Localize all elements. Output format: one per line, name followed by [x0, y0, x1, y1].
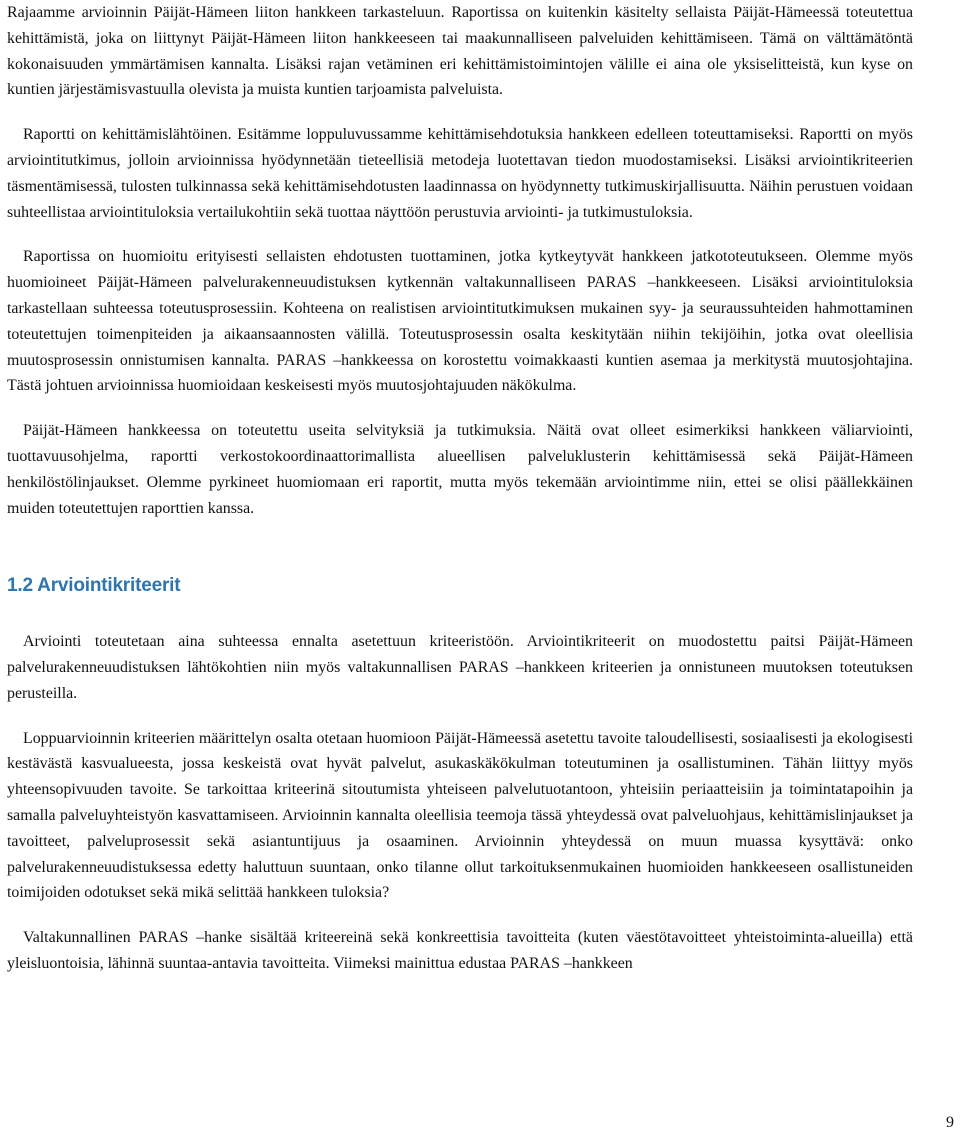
document-page	[7, 0, 913, 977]
paragraph-continuation-proposals: Raportissa on huomioitu erityisesti sellaisten ehdotusten tuottaminen, jotka kytkeytyvät hankkeen jatkototeutukseen. Olemme myös huomioineet Päijät-Hämeen palvelurakenneuudistuksen kytkennän valtakunnalliseen PARAS –hankkeeseen. Lisäksi arviointituloksia tarkastellaan suhteessa toteutusprosessiin. Kohteena on realistisen arviointitutkimuksen mukainen syy- ja seuraussuhteiden hahmottaminen toteutettujen toimenpiteiden ja aikaansaannosten välillä. Toteutusprosessin osalta keskitytään niihin tekijöihin, jotka ovat oleellisia muutosprosessin onnistumisen kannalta. PARAS –hankkeessa on korostettu voimakkaasti kuntien asemaa ja merkitystä muutosjohtajina. Tästä johtuen arvioinnissa huomioidaan keskeisesti myös muutosjohtajuuden näkökulma.	[7, 248, 913, 395]
paragraph-development-oriented: Raportti on kehittämislähtöinen. Esitämme loppuluvussamme kehittämisehdotuksia hankkeen edelleen toteuttamiseksi. Raportti on myös arviointitutkimus, jolloin arvioinnissa hyödynnetään tieteellisiä metodeja luotettavan tiedon muodostamiseksi. Lisäksi arviointikriteerien täsmentämisessä, tulosten tulkinnassa sekä kehittämisehdotusten laadinnassa on hyödynnetty tutkimuskirjallisuutta. Näihin perustuen voidaan suhteellistaa arviointituloksia vertailukohtiin sekä tuottaa näyttöön perustuvia arviointi- ja tutkimustuloksia.	[7, 126, 913, 221]
section-heading: 1.2 Arviointikriteerit	[7, 575, 181, 597]
paragraph-criteria-basis: Arviointi toteutetaan aina suhteessa ennalta asetettuun kriteeristöön. Arviointikriteerit on muodostettu paitsi Päijät-Hämeen palvelurakenneuudistuksen lähtökohtien niin myös valtakunnallisen PARAS –hankkeen kriteerien ja onnistuneen muutoksen toteutuksen perusteilla.	[7, 633, 913, 702]
paragraph-studies: Päijät-Hämeen hankkeessa on toteutettu useita selvityksiä ja tutkimuksia. Näitä ovat olleet esimerkiksi hankkeen väliarviointi, tuottavuusohjelma, raportti verkostokoordinaattorimallista alueellisen palveluklusterin kehittämisessä sekä Päijät-Hämeen henkilöstölinjaukset. Olemme pyrkineet huomiomaan eri raportit, mutta myös tekemään arviointimme niin, ettei se olisi päällekkäinen muiden toteutettujen raporttien kanssa.	[7, 422, 913, 517]
paragraph-scope: Rajaamme arvioinnin Päijät-Hämeen liiton hankkeen tarkasteluun. Raportissa on kuitenkin käsitelty sellaista Päijät-Hämeessä toteutettua kehittämistä, joka on liittynyt Päijät-Hämeen liiton hankkeeseen tai maakunnalliseen palveluiden kehittämiseen. Tämä on välttämätöntä kokonaisuuden ymmärtämisen kannalta. Lisäksi rajan vetäminen eri kehittämistoimintojen välille ei aina ole yksiselitteistä, kun kyse on kuntien järjestämisvastuulla olevista ja muista kuntien tarjoamista palveluista.	[7, 4, 913, 99]
paragraph-final-evaluation-criteria: Loppuarvioinnin kriteerien määrittelyn osalta otetaan huomioon Päijät-Hämeessä asetettu tavoite taloudellisesti, sosiaalisesti ja ekologisesti kestävästä kasvualueesta, jossa keskeistä ovat hyvät palvelut, asukaskäkökulman toteutuminen ja osallistuminen. Tähän liittyy myös yhteensopivuuden tavoite. Se tarkoittaa kriteerinä sitoutumista yhteiseen palvelutuotantoon, yhteisiin periaatteisiin ja toimintatapoihin ja samalla palveluyhteistyön kasvattamiseen. Arvioinnin kannalta oleellisia teemoja tässä yhteydessä ovat palveluohjaus, kehittämislinjaukset ja tavoitteet, palveluprosessit sekä asiantuntijuus ja osaaminen. Arvioinnin yhteydessä on muun muassa kysyttävä: onko palvelurakenneuudistuksessa edetty haluttuun suuntaan, onko tilanne ollut tarkoituksenmukainen huomioiden hankkeeseen osallistuneiden toimijoiden odotukset sekä mikä selittää hankkeen tuloksia?	[7, 729, 913, 902]
page-number: 9	[946, 1114, 954, 1131]
paragraph-paras-criteria: Valtakunnallinen PARAS –hanke sisältää kriteereinä sekä konkreettisia tavoitteita (kuten väestötavoitteet yhteistoiminta-alueilla) että yleisluontoisia, lähinnä suuntaa-antavia tavoitteita. Viimeksi mainittua edustaa PARAS –hankkeen	[7, 929, 913, 972]
